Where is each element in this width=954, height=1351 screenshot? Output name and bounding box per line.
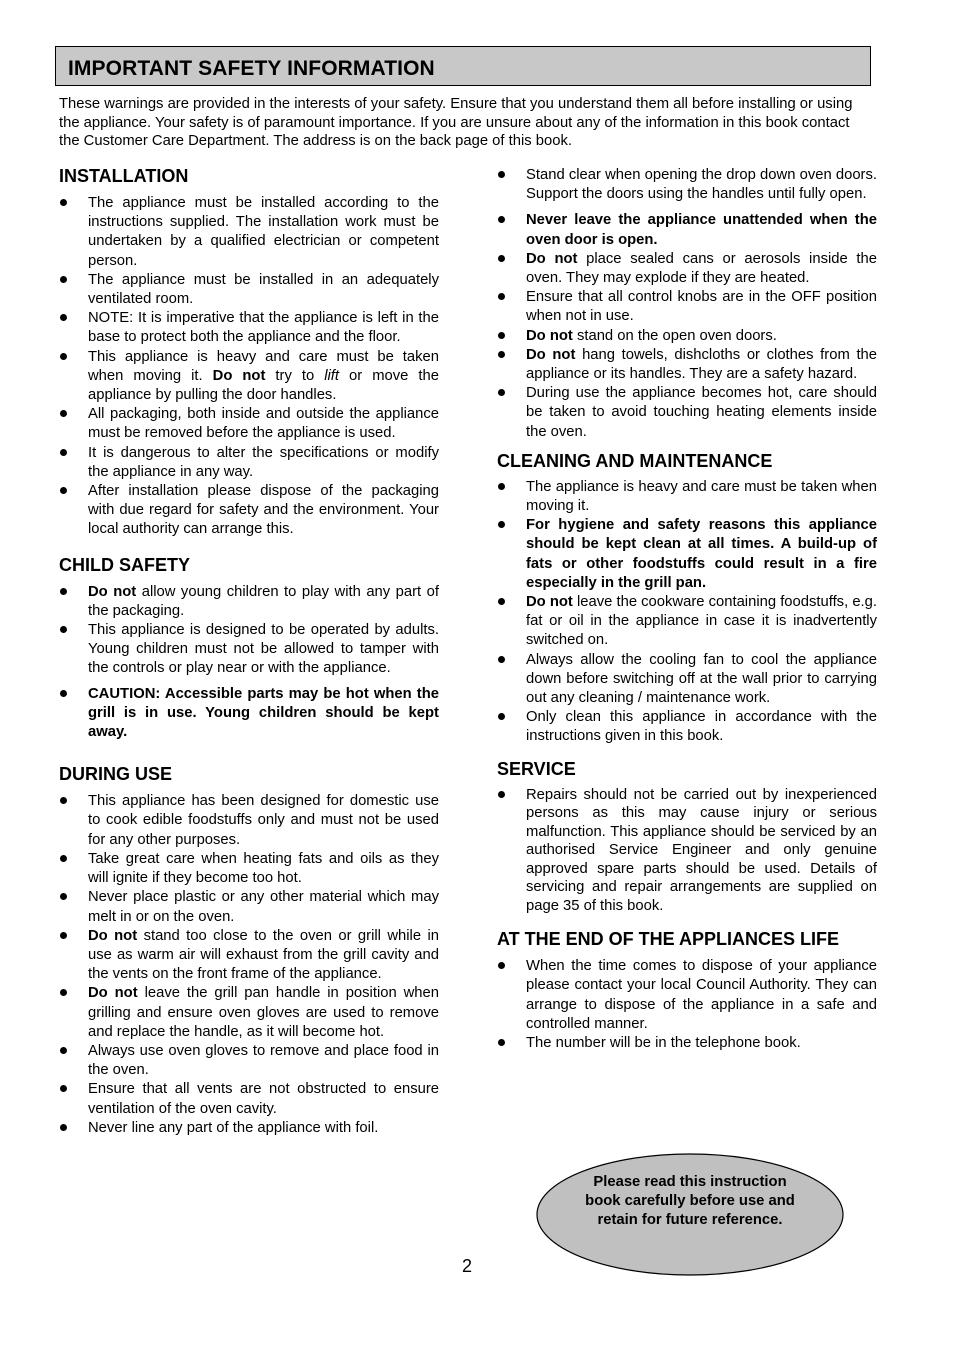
list-item: Stand clear when opening the drop down oven doors. Support the doors using the handles until fully open. (497, 166, 877, 204)
list-item: The appliance must be installed according to the instructions supplied. The installation work must be undertaken by a qualified electrician or competent person. (59, 194, 439, 271)
text-span: stand too close to the oven or grill while in use as warm air will exhaust from the grill cavity and the vents on the front frame of the appliance. (88, 927, 439, 983)
list-item: Never leave the appliance unattended when the oven door is open. (497, 211, 877, 249)
list-item (497, 327, 877, 346)
text-span: or move the appliance by pulling the door handles. (88, 367, 439, 404)
text-span: hang towels, dishcloths or clothes from the appliance or its handles. They are a safety hazard. (526, 346, 878, 383)
caution-item: CAUTION: Accessible parts may be hot when the grill is in use. Young children should be kept away. (59, 685, 439, 743)
list-item: The number will be in the telephone book. (497, 1034, 877, 1053)
text-span: This appliance is heavy and care must be taken when moving it. (88, 348, 439, 384)
list-item (59, 927, 439, 985)
do-not-emphasis: Do not (526, 327, 573, 344)
list-item: Only clean this appliance in accordance with the instructions given in this book. (497, 708, 877, 746)
list-item (59, 984, 439, 1042)
list-item: Ensure that all control knobs are in the OFF position when not in use. (497, 288, 877, 326)
text-span: allow young children to play with any part of the packaging. (88, 583, 439, 619)
do-not-emphasis: Do not (526, 594, 573, 611)
text-span: stand on the open oven doors. (572, 327, 777, 344)
callout-oval (536, 1153, 844, 1276)
list-item: Never line any part of the appliance with foil. (59, 1119, 439, 1138)
list-item: For hygiene and safety reasons this appliance should be kept clean at all times. A build-up of fats or other foodstuffs could result in a fire especially in the grill pan. (497, 516, 877, 593)
list-item (497, 346, 877, 384)
end-of-life-heading: AT THE END OF THE APPLIANCES LIFE (497, 929, 840, 950)
list-item (497, 593, 877, 651)
list-item: Repairs should not be carried out by inexperienced persons as this may cause injury or serious malfunction. This appliance should be serviced by an authorised Service Engineer and only genuine approved spare parts should be used. Details of servicing and repair arrangements are supplied on page 35 of this book. (497, 786, 877, 916)
callout-text: Please read this instruction book carefully before use and retain for future reference. (585, 1174, 795, 1228)
list-item: After installation please dispose of the packaging with due regard for safety and the environment. Your local authority can arrange this. (59, 482, 439, 540)
service-heading: SERVICE (497, 758, 576, 779)
right-column (497, 164, 877, 1053)
during-use-list (59, 792, 439, 1138)
do-not-emphasis: Do not (88, 985, 138, 1002)
intro-paragraph: These warnings are provided in the interests of your safety. Ensure that you understand them all before installing or using the appliance. Your safety is of paramount importance. If you are unsure about any of the information in this book contact the Customer Care Department. The address is on the back page of this book. (59, 96, 853, 150)
list-item: All packaging, both inside and outside the appliance must be removed before the appliance is used. (59, 405, 439, 443)
text-span: place sealed cans or aerosols inside the oven. They may explode if they are heated. (526, 250, 878, 287)
cleaning-heading: CLEANING AND MAINTENANCE (497, 450, 773, 471)
end-of-life-list (497, 957, 877, 1053)
list-item (497, 250, 877, 288)
installation-list (59, 194, 439, 540)
text-span: try to (265, 367, 325, 384)
list-item: This appliance is designed to be operated by adults. Young children must not be allowed to tamper with the controls or play near or with the appliance. (59, 621, 439, 679)
do-not-emphasis: Do not (212, 367, 266, 384)
list-item: The appliance must be installed in an adequately ventilated room. (59, 271, 439, 309)
list-item: The appliance is heavy and care must be taken when moving it. (497, 478, 877, 516)
do-not-emphasis: Do not (88, 927, 138, 944)
during-use-heading: DURING USE (59, 764, 173, 785)
list-item: It is dangerous to alter the specifications or modify the appliance in any way. (59, 444, 439, 482)
do-not-emphasis: Do not (526, 346, 576, 363)
list-item: Never place plastic or any other material which may melt in or on the oven. (59, 888, 439, 926)
list-item: NOTE: It is imperative that the appliance is left in the base to protect both the appliance and the floor. (59, 309, 439, 347)
list-item: Always allow the cooling fan to cool the appliance down before switching off at the wall prior to carrying out any cleaning / maintenance work. (497, 651, 877, 709)
list-item: During use the appliance becomes hot, care should be taken to avoid touching heating elements inside the oven. (497, 384, 877, 442)
left-column (59, 164, 439, 1138)
list-item: When the time comes to dispose of your appliance please contact your local Council Authority. They can arrange to dispose of the appliance in a safe and controlled manner. (497, 957, 877, 1034)
text-span: leave the grill pan handle in position when grilling and ensure oven gloves are used to remove and replace the handle, as it will become hot. (88, 985, 439, 1040)
list-item: This appliance has been designed for domestic use to cook edible foodstuffs only and must not be used for any other purposes. (59, 792, 439, 850)
service-list (497, 786, 877, 916)
title-banner (55, 46, 871, 86)
page-title: IMPORTANT SAFETY INFORMATION (68, 57, 435, 80)
list-item (59, 348, 439, 406)
text-span: leave the cookware containing foodstuffs, e.g. fat or oil in the appliance in case it is inadvertently switched on. (526, 594, 877, 649)
child-safety-list (59, 583, 439, 743)
lift-emphasis: lift (324, 367, 340, 384)
installation-heading: INSTALLATION (59, 166, 189, 186)
page-number: 2 (462, 1256, 473, 1276)
list-item: Always use oven gloves to remove and place food in the oven. (59, 1042, 439, 1080)
do-not-emphasis: Do not (88, 583, 137, 600)
list-item: Ensure that all vents are not obstructed to ensure ventilation of the oven cavity. (59, 1080, 439, 1118)
list-item: Take great care when heating fats and oils as they will ignite if they become too hot. (59, 850, 439, 888)
cleaning-list (497, 478, 877, 747)
list-item (59, 583, 439, 621)
child-safety-heading: CHILD SAFETY (59, 554, 191, 575)
do-not-emphasis: Do not (526, 250, 578, 267)
during-use-continued-list (497, 166, 877, 442)
